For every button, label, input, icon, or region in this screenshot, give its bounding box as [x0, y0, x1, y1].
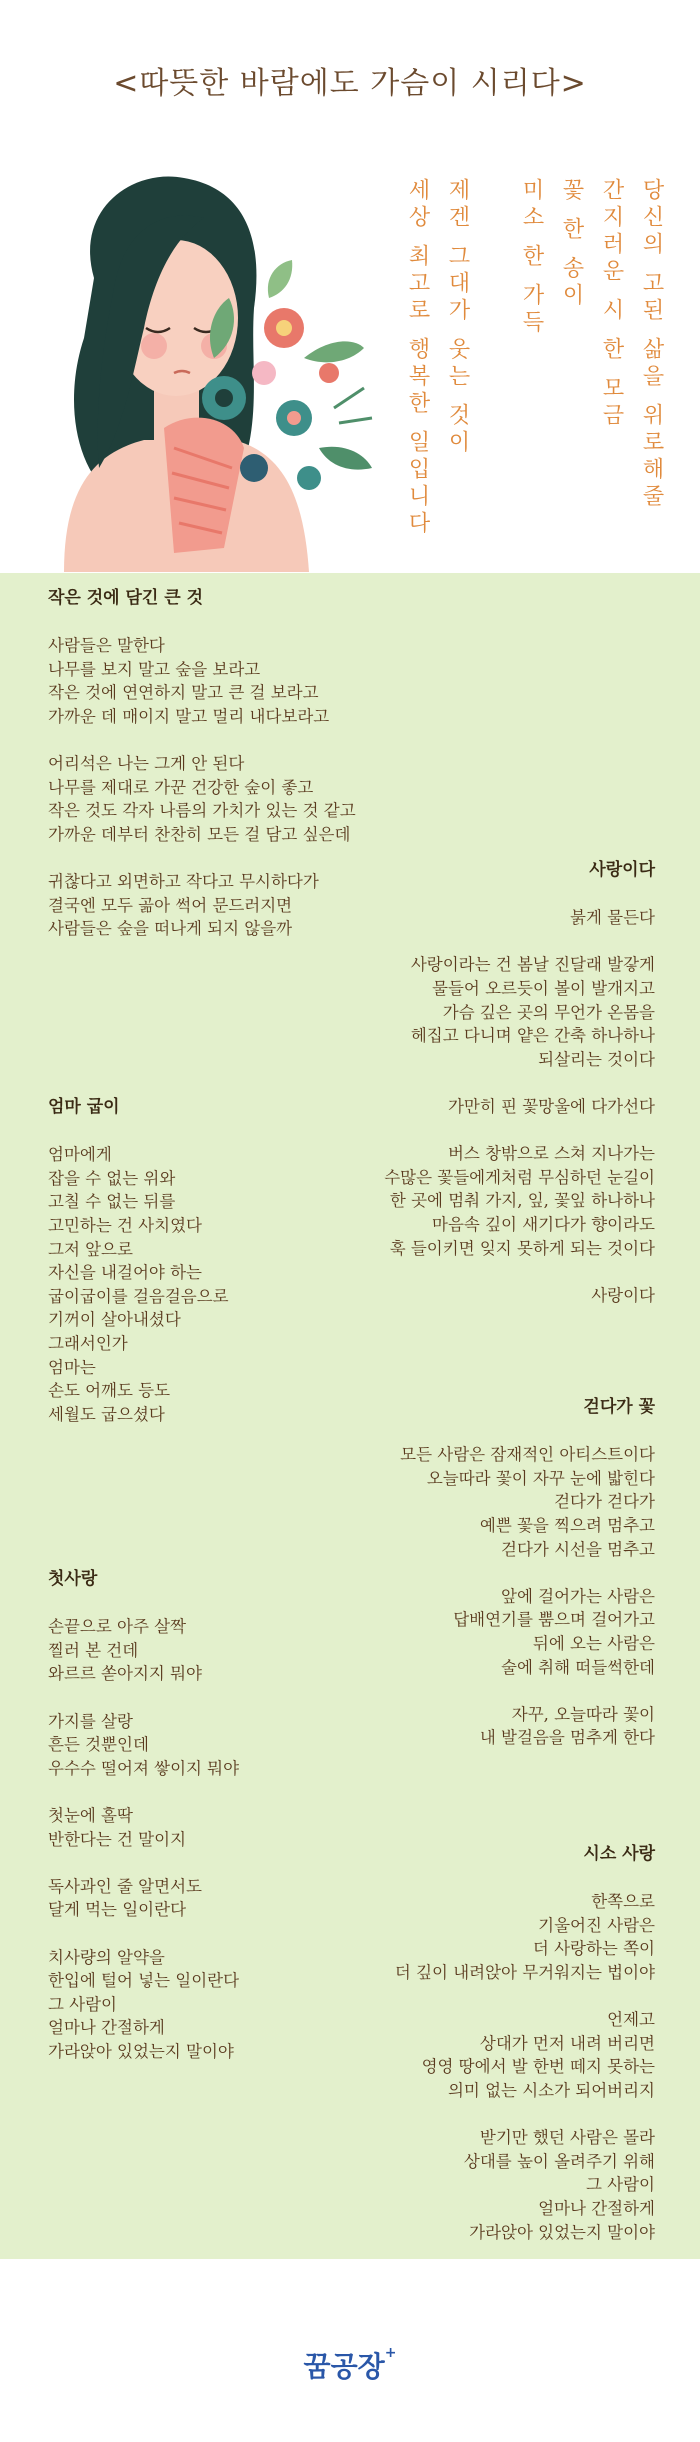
poem-line: 찔러 본 건데 [48, 1640, 139, 1660]
poem-line: 상대가 먼저 내려 버리면 [479, 2033, 655, 2053]
poem-line: 가라앉아 있었는지 말이야 [48, 2041, 234, 2061]
poem-line: 뒤에 오는 사람은 [532, 1633, 655, 1653]
stanza-gap [400, 1420, 655, 1444]
poem-line: 치사량의 알약을 [48, 1947, 165, 1967]
poem-line: 상대를 높이 올려주기 위해 [463, 2151, 655, 2171]
book-title: <따뜻한 바람에도 가슴이 시리다> [113, 66, 587, 102]
poem-line: 버스 창밖으로 스쳐 지나가는 [447, 1144, 655, 1164]
logo-star-icon: + [384, 2345, 397, 2361]
poem-title: 시소 사랑 [583, 1844, 655, 1864]
poem-line: 앞에 걸어가는 사람은 [501, 1586, 655, 1606]
poem-title: 사랑이다 [589, 860, 655, 880]
stanza-gap [48, 1686, 239, 1710]
poems-panel [0, 573, 700, 2259]
logo-text: 꿈공장 [303, 2350, 385, 2383]
stanza-gap [395, 1867, 655, 1891]
poem-line: 예쁜 꽃을 찍으려 멈추고 [479, 1515, 655, 1535]
poem-line: 가까운 데부터 찬찬히 모든 걸 담고 싶은데 [48, 824, 351, 844]
poem-line: 손도 어깨도 등도 [48, 1381, 171, 1401]
publisher-logo [0, 2345, 700, 2385]
poem-line: 나무를 제대로 가꾼 건강한 숲이 좋고 [48, 777, 314, 797]
poem-line: 얼마나 간절하게 [538, 2198, 655, 2218]
poem-line: 의미 없는 시소가 되어버리지 [447, 2080, 655, 2100]
poem-line: 귀찮다고 외면하고 작다고 무시하다가 [48, 872, 319, 892]
poem-line: 어리석은 나는 그게 안 된다 [48, 754, 245, 774]
poem-line: 잡을 수 없는 위와 [48, 1168, 176, 1188]
stanza-gap [48, 1851, 239, 1875]
poem-line: 작은 것에 연연하지 말고 큰 걸 보라고 [48, 683, 319, 703]
poem-line: 와르르 쏟아지지 뭐야 [48, 1664, 202, 1684]
poem-line: 내 발걸음을 멈추게 한다 [479, 1728, 655, 1748]
stanza-gap [400, 1679, 655, 1703]
intro-line: 당신의 고된 삶을 위로해줄 [639, 178, 664, 511]
poem-title: 첫사랑 [48, 1569, 98, 1589]
poem-line: 그래서인가 [48, 1333, 128, 1353]
poem-line: 반한다는 건 말이지 [48, 1829, 187, 1849]
poem-line: 기울어진 사람은 [538, 1915, 655, 1935]
poem-line: 자신을 내걸어야 하는 [48, 1263, 202, 1283]
poem-line: 가라앉아 있었는지 말이야 [469, 2222, 655, 2242]
woman-with-flowers-illustration [54, 168, 394, 572]
poem-line: 되살리는 것이다 [538, 1049, 655, 1069]
poem-line: 굽이굽이를 걸음걸음으로 [48, 1286, 229, 1306]
poem-walking-flower [400, 1396, 655, 1750]
poem-line: 첫눈에 홀딱 [48, 1805, 133, 1825]
stanza-gap [48, 1592, 239, 1616]
poem-line: 받기만 했던 사람은 몰라 [479, 2128, 655, 2148]
poem-title: 걷다가 꽃 [583, 1397, 655, 1417]
stanza-gap [384, 1260, 655, 1284]
poem-it-is-love [384, 859, 655, 1307]
stanza-gap [48, 847, 356, 871]
stanza-gap [395, 1985, 655, 2009]
poem-line: 걷다가 시선을 멈추고 [501, 1539, 655, 1559]
poem-line: 마음속 깊이 새기다가 향이라도 [432, 1214, 655, 1234]
poem-line: 고민하는 건 사치였다 [48, 1215, 202, 1235]
intro-line: 간지러운 시 한 모금 [599, 178, 624, 430]
poem-line: 사랑이다 [591, 1285, 655, 1305]
poem-line: 물들어 오르듯이 볼이 발개지고 [432, 978, 655, 998]
intro-line: 미소 한 가득 [519, 178, 544, 337]
poem-line: 수많은 꽃들에게처럼 무심하던 눈길이 [384, 1167, 655, 1187]
intro-line: 세상 최고로 행복한 일입니다 [405, 178, 430, 538]
poem-line: 세월도 굽으셨다 [48, 1404, 165, 1424]
poem-line: 가까운 데 매이지 말고 멀리 내다보라고 [48, 706, 330, 726]
poem-seesaw-love [395, 1843, 655, 2244]
poem-line: 모든 사람은 잠재적인 아티스트이다 [400, 1445, 655, 1465]
stanza-gap [48, 611, 356, 635]
poem-line: 가슴 깊은 곳의 무언가 온몸을 [442, 1002, 655, 1022]
poem-line: 한 곳에 멈춰 가지, 잎, 꽃잎 하나하나 [389, 1191, 655, 1211]
poem-line: 언제고 [607, 2010, 655, 2030]
poem-line: 기꺼이 살아내셨다 [48, 1310, 181, 1330]
poem-line: 영영 땅에서 발 한번 떼지 못하는 [421, 2057, 655, 2077]
poem-line: 우수수 떨어져 쌓이지 뭐야 [48, 1758, 240, 1778]
poem-line: 자꾸, 오늘따라 꽃이 [511, 1704, 655, 1724]
poem-line: 고칠 수 없는 뒤를 [48, 1192, 176, 1212]
poem-line: 그 사람이 [585, 2175, 655, 2195]
poem-line: 사람들은 말한다 [48, 636, 165, 656]
stanza-gap [48, 729, 356, 753]
poem-mother-curves [48, 1096, 229, 1426]
poem-line: 얼마나 간절하게 [48, 2018, 165, 2038]
poem-line: 걷다가 걷다가 [554, 1492, 655, 1512]
poem-line: 가만히 핀 꽃망울에 다가선다 [447, 1096, 655, 1116]
poem-line: 헤집고 다니며 얕은 간축 하나하나 [410, 1026, 655, 1046]
poem-line: 그 사람이 [48, 1994, 118, 2014]
stanza-gap [48, 1922, 239, 1946]
stanza-gap [48, 1780, 239, 1804]
stanza-gap [395, 2103, 655, 2127]
poem-line: 결국엔 모두 곪아 썩어 문드러지면 [48, 895, 293, 915]
poem-line: 더 깊이 내려앉아 무거워지는 법이야 [394, 1962, 655, 1982]
poem-small-things [48, 587, 356, 941]
poem-line: 더 사랑하는 쪽이 [532, 1939, 655, 1959]
intro-line: 꽃 한 송이 [559, 178, 584, 310]
poem-line: 답배연기를 뿜으며 걸어가고 [453, 1610, 655, 1630]
intro-line: 제겐 그대가 웃는 것이 [445, 178, 470, 457]
poem-line: 가지를 살랑 [48, 1711, 133, 1731]
poem-line: 훅 들이키면 잊지 못하게 되는 것이다 [389, 1238, 655, 1258]
poem-line: 엄마는 [48, 1357, 96, 1377]
stanza-gap [384, 1071, 655, 1095]
stanza-gap [384, 930, 655, 954]
poem-line: 술에 취해 떠들썩한데 [501, 1657, 655, 1677]
stanza-gap [384, 883, 655, 907]
poem-line: 한입에 털어 넣는 일이란다 [48, 1971, 240, 1991]
poem-line: 흔든 것뿐인데 [48, 1735, 149, 1755]
poem-line: 사람들은 숲을 떠나게 되지 않을까 [48, 919, 293, 939]
poem-line: 달게 먹는 일이란다 [48, 1900, 187, 1920]
poem-line: 오늘따라 꽃이 자꾸 눈에 밟힌다 [426, 1468, 655, 1488]
poem-title: 엄마 굽이 [48, 1097, 120, 1117]
poem-line: 그저 앞으로 [48, 1239, 133, 1259]
stanza-gap [384, 1119, 655, 1143]
poem-title: 작은 것에 담긴 큰 것 [48, 588, 204, 608]
poem-line: 나무를 보지 말고 숲을 보라고 [48, 659, 261, 679]
poem-line: 한쪽으로 [591, 1892, 655, 1912]
poem-line: 손끝으로 아주 살짝 [48, 1617, 187, 1637]
poem-line: 붉게 물든다 [570, 908, 655, 928]
poem-first-love [48, 1568, 239, 2063]
poem-line: 사랑이라는 건 봄날 진달래 발갛게 [410, 955, 655, 975]
poem-line: 엄마에게 [48, 1145, 112, 1165]
stanza-gap [48, 1120, 229, 1144]
poem-line: 작은 것도 각자 나름의 가치가 있는 것 같고 [48, 801, 356, 821]
stanza-gap [400, 1561, 655, 1585]
poem-line: 독사과인 줄 알면서도 [48, 1876, 202, 1896]
